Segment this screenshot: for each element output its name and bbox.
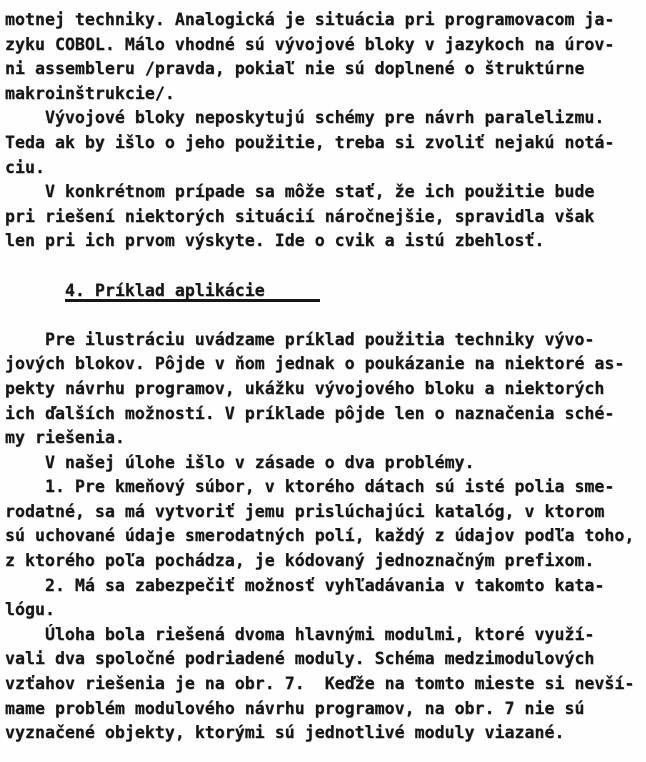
body-text-line: 2. Má sa zabezpečiť možnosť vyhľadávania v takomto kata- <box>44 575 605 595</box>
body-text-line: len pri ich prvom výskyte. Ide o cvik a istú zbehlosť. <box>5 231 545 251</box>
body-text-line: sú uchované údaje smerodatných polí, každý z údajov podľa toho, <box>5 526 635 546</box>
blank-line <box>5 303 646 328</box>
body-text-line: pri riešení niektorých situácií náročnejšie, spravidla však <box>5 206 595 226</box>
body-text-line: vyznačené objekty, ktorými sú jednotlivé moduly viazané. <box>5 723 565 743</box>
text-column <box>5 8 646 746</box>
body-text-line: jových blokov. Pôjde v ňom jednak o poukázanie na niektoré as- <box>5 354 625 374</box>
body-text-line: Úloha bola riešená dvoma hlavnými modulmi, ktoré využí- <box>44 624 595 644</box>
body-text-line: vzťahov riešenia je na obr. 7. Keďže na tomto mieste si nevší- <box>5 674 635 694</box>
body-text-line: Pre ilustráciu uvádzame príklad použitia techniky vývo- <box>44 329 595 349</box>
body-text-line: V konkrétnom prípade sa môže stať, že ich použitie bude <box>44 182 595 202</box>
body-text-line: V našej úlohe išlo v zásade o dva problémy. <box>44 452 475 472</box>
body-text-line: Teda ak by išlo o jeho použitie, treba si zvoliť nejakú notá- <box>5 132 615 152</box>
section-heading-text: 4. Príklad aplikácie <box>65 279 320 302</box>
body-text-line: 1. Pre kmeňový súbor, v ktorého dátach sú isté polia sme- <box>44 477 615 497</box>
body-text-line: zyku COBOL. Málo vhodné sú vývojové bloky v jazykoch na úrov- <box>5 34 615 54</box>
body-text-line: ciu. <box>5 157 45 177</box>
body-text-line: makroinštrukcie/. <box>5 83 175 103</box>
body-text-line: z ktorého poľa pochádza, je kódovaný jednoznačným prefixom. <box>5 551 595 571</box>
body-text-line: motnej techniky. Analogická je situácia pri programovacom ja- <box>5 10 615 29</box>
body-text-line: my riešenia. <box>5 428 125 448</box>
body-text-line: mame problém modulového návrhu programov, na obr. 7 nie sú <box>5 698 585 718</box>
body-text-line: pekty návrhu programov, ukážku vývojového bloku a niektorých <box>5 378 605 398</box>
body-text-line: rodatné, sa má vytvoriť jemu prislúchajúci katalóg, v ktorom <box>5 501 605 521</box>
body-text-line: ni assembleru /pravda, pokiaľ nie sú doplnené o štruktúrne <box>5 59 585 79</box>
section-heading <box>5 279 646 304</box>
blank-line <box>5 254 646 279</box>
body-text-line: vali dva spoločné podriadené moduly. Schéma medzimodulových <box>5 649 595 669</box>
body-text-line: ich ďalších možností. V príklade pôjde len o naznačenia sché- <box>5 403 615 423</box>
body-text-line: Vývojové bloky neposkytujú schémy pre návrh paralelizmu. <box>44 108 605 128</box>
body-text-line: lógu. <box>5 600 55 620</box>
